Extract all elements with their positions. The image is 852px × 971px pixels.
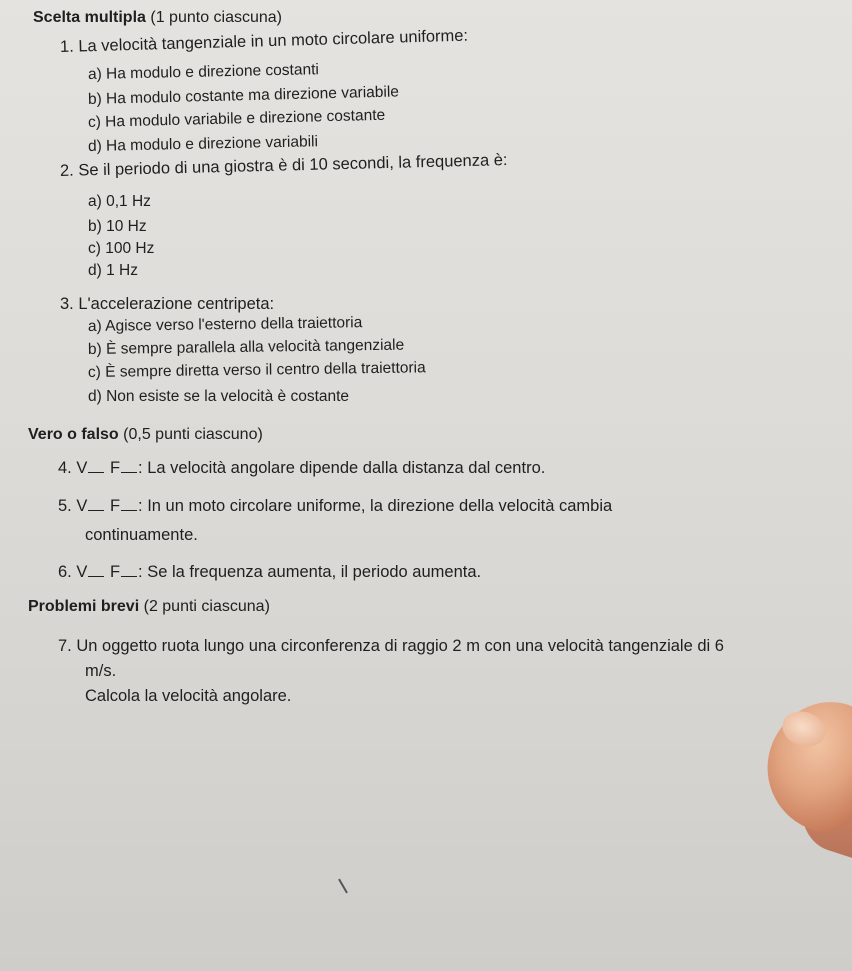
question-7-line-3: Calcola la velocità angolare. bbox=[85, 687, 292, 705]
q2-option-b: b) 10 Hz bbox=[88, 218, 147, 235]
statement: : Se la frequenza aumenta, il periodo aumenta. bbox=[138, 563, 482, 581]
q2-option-c: c) 100 Hz bbox=[88, 240, 155, 257]
q3-option-a: a) Agisce verso l'esterno della traiettoria bbox=[87, 314, 363, 335]
section-title-text: Vero o falso bbox=[28, 426, 119, 443]
f-blank[interactable] bbox=[121, 460, 137, 473]
statement: : In un moto circolare uniforme, la direzione della velocità cambia bbox=[138, 497, 613, 515]
q2-option-a: a) 0,1 Hz bbox=[88, 193, 151, 210]
q3-option-d: d) Non esiste se la velocità è costante bbox=[88, 388, 350, 405]
section-title-text: Problemi brevi bbox=[28, 598, 140, 615]
pen-mark bbox=[338, 879, 348, 894]
v-blank[interactable] bbox=[88, 498, 104, 511]
question-3: 3. L'accelerazione centripeta: bbox=[60, 295, 275, 313]
question-6 bbox=[58, 563, 481, 581]
q3-option-c: c) È sempre diretta verso il centro della traiettoria bbox=[87, 359, 426, 381]
v-blank[interactable] bbox=[88, 564, 104, 577]
v-label: 5. V bbox=[58, 497, 88, 515]
f-blank[interactable] bbox=[121, 564, 137, 577]
question-2: 2. Se il periodo di una giostra è di 10 secondi, la frequenza è: bbox=[59, 151, 508, 180]
q1-option-a: a) Ha modulo e direzione costanti bbox=[87, 61, 320, 83]
f-label: F bbox=[109, 497, 121, 515]
v-blank[interactable] bbox=[88, 460, 104, 473]
question-5 bbox=[58, 497, 612, 515]
section-title-short-problems bbox=[28, 598, 270, 616]
f-label: F bbox=[109, 459, 121, 477]
question-4 bbox=[58, 459, 545, 477]
section-title-text: Scelta multipla bbox=[33, 9, 146, 26]
f-blank[interactable] bbox=[121, 498, 137, 511]
section-title-true-false bbox=[28, 426, 263, 444]
section-points: (0,5 punti ciascuno) bbox=[123, 426, 263, 443]
q1-option-b: b) Ha modulo costante ma direzione variabile bbox=[87, 83, 400, 108]
question-5-continuation: continuamente. bbox=[85, 526, 198, 544]
section-points: (2 punti ciascuna) bbox=[143, 598, 270, 615]
q1-option-c: c) Ha modulo variabile e direzione costante bbox=[87, 106, 386, 131]
question-1: 1. La velocità tangenziale in un moto circolare uniforme: bbox=[59, 26, 469, 56]
statement: : La velocità angolare dipende dalla distanza dal centro. bbox=[138, 459, 546, 477]
question-7-line-2: m/s. bbox=[85, 662, 117, 680]
section-points: (1 punto ciascuna) bbox=[150, 9, 283, 26]
q3-option-b: b) È sempre parallela alla velocità tangenziale bbox=[87, 336, 405, 358]
v-label: 6. V bbox=[58, 563, 88, 581]
section-title-multiple-choice bbox=[33, 9, 282, 27]
f-label: F bbox=[109, 563, 121, 581]
q2-option-d: d) 1 Hz bbox=[88, 262, 138, 279]
v-label: 4. V bbox=[58, 459, 88, 477]
q1-option-d: d) Ha modulo e direzione variabili bbox=[87, 133, 319, 155]
question-7-line-1: 7. Un oggetto ruota lungo una circonferenza di raggio 2 m con una velocità tangenziale di 6 bbox=[58, 637, 724, 655]
